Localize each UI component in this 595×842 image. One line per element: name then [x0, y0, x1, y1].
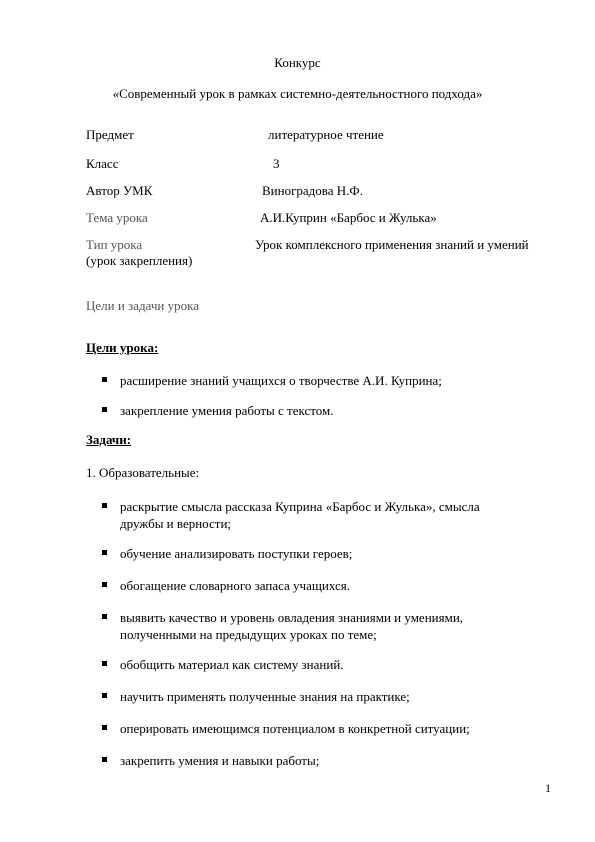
- type-note: (урок закрепления): [86, 253, 193, 268]
- topic-label: Тема урока: [86, 210, 148, 225]
- list-item-text: научить применять полученные знания на практике;: [120, 689, 410, 704]
- bullet-icon: [102, 693, 107, 698]
- list-item-text: раскрытие смысла рассказа Куприна «Барбос и Жулька», смысла: [120, 499, 480, 514]
- author-label: Автор УМК: [86, 183, 153, 198]
- bullet-icon: [102, 582, 107, 587]
- goals-heading: Цели урока:: [86, 340, 159, 355]
- list-item-text: закрепление умения работы с текстом.: [120, 403, 334, 418]
- goals-section-label: Цели и задачи урока: [86, 298, 199, 313]
- grade-value: 3: [273, 156, 280, 171]
- list-item-text: выявить качество и уровень овладения знаниями и умениями,: [120, 610, 464, 625]
- bullet-icon: [102, 661, 107, 666]
- page-title: Конкурс: [274, 55, 321, 70]
- bullet-icon: [102, 377, 107, 382]
- bullet-icon: [102, 407, 107, 412]
- tasks-heading: Задачи:: [86, 432, 132, 447]
- bullet-icon: [102, 503, 107, 508]
- list-item-text: обучение анализировать поступки героев;: [120, 546, 353, 561]
- list-item-text: обогащение словарного запаса учащихся.: [120, 578, 350, 593]
- type-value: Урок комплексного применения знаний и умений: [255, 237, 529, 252]
- list-item-text: закрепить умения и навыки работы;: [120, 753, 320, 768]
- topic-value: А.И.Куприн «Барбос и Жулька»: [260, 210, 437, 225]
- tasks-group-heading: 1. Образовательные:: [86, 465, 200, 480]
- author-value: Виноградова Н.Ф.: [262, 183, 363, 198]
- type-label: Тип урока: [86, 237, 143, 252]
- list-item-text: оперировать имеющимся потенциалом в конкретной ситуации;: [120, 721, 470, 736]
- subject-label: Предмет: [86, 127, 134, 142]
- bullet-icon: [102, 725, 107, 730]
- list-item-text: полученными на предыдущих уроках по теме;: [120, 627, 377, 642]
- page-number: 1: [545, 781, 551, 795]
- grade-label: Класс: [86, 156, 119, 171]
- contest-subtitle: «Современный урок в рамках системно-деятельностного подхода»: [112, 86, 483, 101]
- list-item-text: дружбы и верности;: [120, 516, 232, 531]
- list-item-text: расширение знаний учащихся о творчестве А.И. Куприна;: [120, 373, 442, 388]
- bullet-icon: [102, 550, 107, 555]
- subject-value: литературное чтение: [268, 127, 384, 142]
- list-item-text: обобщить материал как систему знаний.: [120, 657, 344, 672]
- bullet-icon: [102, 614, 107, 619]
- bullet-icon: [102, 757, 107, 762]
